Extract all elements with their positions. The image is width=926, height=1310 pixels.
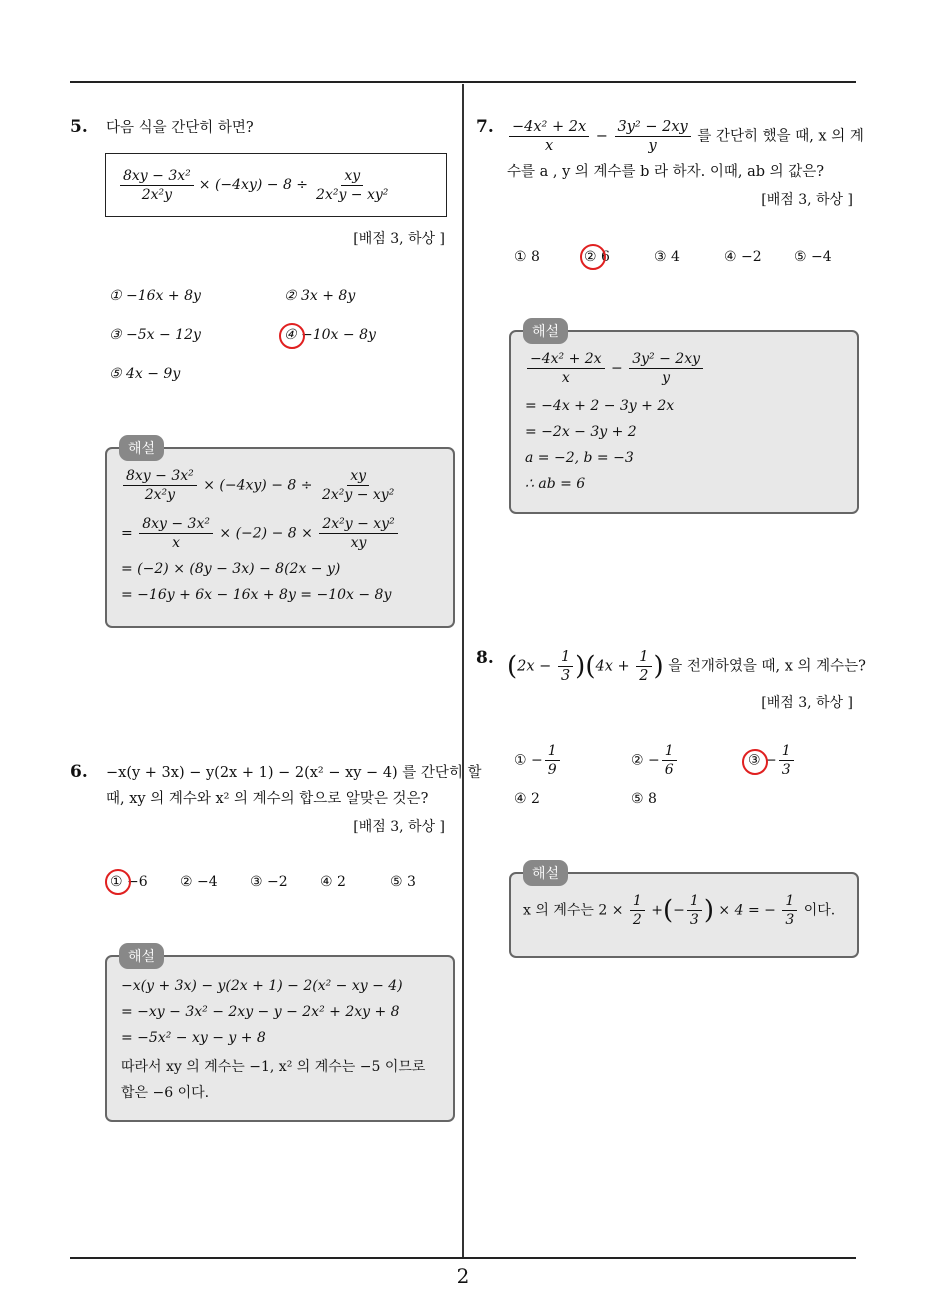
q8-solution-line: x 의 계수는 2 × $\frac{1}{2}$ +(− $\frac{1}{3}$ ) × 4 = − $\frac{1}{3}$ 이다. bbox=[523, 893, 836, 928]
q7-solution-tab: 해설 bbox=[523, 318, 568, 344]
q8-number: 8. bbox=[476, 648, 494, 668]
q6-option-1[interactable]: ① −6 bbox=[110, 874, 148, 890]
q8-option-4[interactable]: ④ 2 bbox=[514, 791, 540, 807]
q5-prompt: 다음 식을 간단히 하면? bbox=[106, 120, 254, 136]
q6-line-2: 때, xy 의 계수와 x² 의 계수의 합으로 알맞은 것은? bbox=[106, 791, 429, 807]
q7-option-4[interactable]: ④ −2 bbox=[724, 249, 762, 265]
q6-solution-tab: 해설 bbox=[119, 943, 164, 969]
q8-expression: (2x − $\frac{1}{3}$ )(4x + $\frac{1}{2}$ ) 을 전개하였을 때, x 의 계수는? bbox=[507, 649, 866, 684]
q7-solution-line-5: ∴ ab = 6 bbox=[525, 476, 586, 492]
q5-answer-mark bbox=[279, 323, 305, 349]
q7-solution-line-3: = −2x − 3y + 2 bbox=[525, 424, 637, 440]
q5-option-5[interactable]: ⑤ 4x − 9y bbox=[109, 366, 181, 382]
q8-option-5[interactable]: ⑤ 8 bbox=[631, 791, 657, 807]
bottom-rule bbox=[70, 1257, 856, 1259]
q7-option-1[interactable]: ① 8 bbox=[514, 249, 540, 265]
q7-answer-mark bbox=[580, 244, 606, 270]
q7-solution-line-4: a = −2, b = −3 bbox=[525, 450, 634, 466]
q5-option-3[interactable]: ③ −5x − 12y bbox=[109, 327, 201, 343]
q5-solution-box bbox=[105, 447, 455, 628]
q7-number: 7. bbox=[476, 117, 494, 137]
q7-line-2: 수를 a , y 의 계수를 b 라 하자. 이때, ab 의 값은? bbox=[507, 164, 825, 180]
q6-solution-line-1: −x(y + 3x) − y(2x + 1) − 2(x² − xy − 4) bbox=[121, 978, 403, 994]
q6-score: [배점 3, 하상 ] bbox=[353, 819, 445, 835]
q8-solution-tab: 해설 bbox=[523, 860, 568, 886]
q6-number: 6. bbox=[70, 762, 88, 782]
q8-option-3[interactable]: ③ − $\frac{1}{3}$ bbox=[748, 742, 796, 779]
q6-solution-line-3: = −5x² − xy − y + 8 bbox=[121, 1030, 266, 1046]
q6-solution-line-5: 합은 −6 이다. bbox=[121, 1085, 210, 1101]
q6-option-4[interactable]: ④ 2 bbox=[320, 874, 346, 890]
q5-fraction-1: $\frac{\text{8xy − 3x²}}{\text{2x²y}}$ bbox=[120, 167, 194, 204]
q5-fraction-2: $\frac{xy}{\text{2x²y − xy²}}$ bbox=[316, 167, 389, 203]
q6-solution-box bbox=[105, 955, 455, 1122]
q7-solution-box bbox=[509, 330, 859, 514]
q5-solution-line-2: = $\frac{\text{8xy − 3x²}}{x}$ × (−2) − 8 × $\frac{\text{2x²y − xy²}}{xy}$ bbox=[121, 515, 400, 552]
q7-solution-line-2: = −4x + 2 − 3y + 2x bbox=[525, 398, 675, 414]
q6-option-3[interactable]: ③ −2 bbox=[250, 874, 288, 890]
q7-solution-line-1: $\frac{\text{−4x² + 2x}}{x}$ − $\frac{\text{3y² − 2xy}}{y}$ bbox=[525, 350, 705, 387]
q5-option-2[interactable]: ② 3x + 8y bbox=[284, 288, 356, 304]
q5-solution-tab: 해설 bbox=[119, 435, 164, 461]
q5-solution-line-1: $\frac{\text{8xy − 3x²}}{\text{2x²y}}$ × (−4xy) − 8 ÷ $\frac{xy}{\text{2x²y − xy²}}$ bbox=[121, 467, 399, 504]
q6-option-2[interactable]: ② −4 bbox=[180, 874, 218, 890]
q7-fraction-2: $\frac{\text{3y² − 2xy}}{y}$ bbox=[615, 118, 691, 155]
q5-option-4[interactable]: ④ −10x − 8y bbox=[284, 327, 376, 343]
q7-fraction-1: $\frac{\text{−4x² + 2x}}{x}$ bbox=[509, 118, 589, 155]
q7-option-3[interactable]: ③ 4 bbox=[654, 249, 680, 265]
q5-expression-box: $\frac{\text{8xy − 3x²}}{\text{2x²y}}$ × (−4xy) − 8 ÷ $\frac{xy}{\text{2x²y − xy²}}$ bbox=[105, 153, 447, 217]
q6-answer-mark bbox=[105, 869, 131, 895]
q6-line-1: −x(y + 3x) − y(2x + 1) − 2(x² − xy − 4) 를 간단히 할 bbox=[106, 765, 482, 781]
q6-option-5[interactable]: ⑤ 3 bbox=[390, 874, 416, 890]
q8-option-2[interactable]: ② − $\frac{1}{6}$ bbox=[631, 742, 679, 779]
q5-solution-line-4: = −16y + 6x − 16x + 8y = −10x − 8y bbox=[121, 587, 392, 603]
q7-score: [배점 3, 하상 ] bbox=[761, 192, 853, 208]
page-number: 2 bbox=[456, 1264, 470, 1288]
q5-score: [배점 3, 하상 ] bbox=[353, 231, 445, 247]
q5-solution-line-3: = (−2) × (8y − 3x) − 8(2x − y) bbox=[121, 561, 341, 577]
column-divider bbox=[462, 84, 464, 1259]
q8-option-1[interactable]: ① − $\frac{1}{9}$ bbox=[514, 742, 562, 779]
q7-option-2[interactable]: ② 6 bbox=[584, 249, 610, 265]
q5-option-1[interactable]: ① −16x + 8y bbox=[109, 288, 201, 304]
top-rule bbox=[70, 81, 856, 83]
q6-solution-line-2: = −xy − 3x² − 2xy − y − 2x² + 2xy + 8 bbox=[121, 1004, 400, 1020]
q8-score: [배점 3, 하상 ] bbox=[761, 695, 853, 711]
q6-solution-line-4: 따라서 xy 의 계수는 −1, x² 의 계수는 −5 이므로 bbox=[121, 1059, 426, 1075]
q5-number: 5. bbox=[70, 117, 88, 137]
q7-line-1: $\frac{\text{−4x² + 2x}}{x}$ − $\frac{\text{3y² − 2xy}}{y}$ 를 간단히 했을 때, x 의 계 bbox=[507, 118, 864, 155]
q7-option-5[interactable]: ⑤ −4 bbox=[794, 249, 832, 265]
q8-answer-mark bbox=[742, 749, 768, 775]
